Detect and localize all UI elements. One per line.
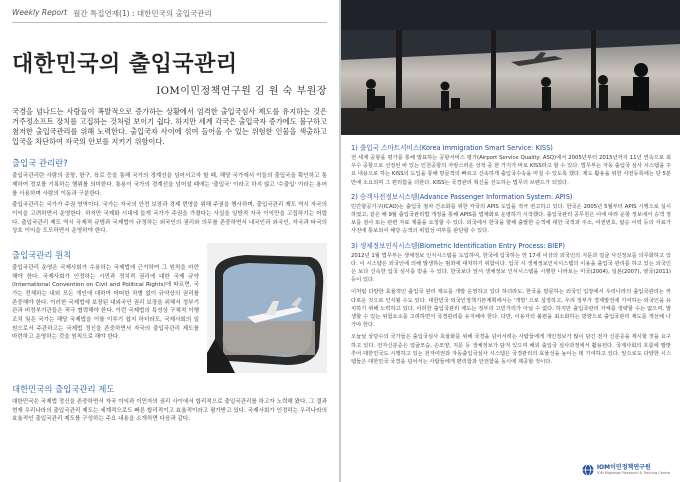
header-subtitle: 월간 특집연재(1) : 대한민국의 출입국관리: [73, 9, 212, 18]
right-page-body: [351, 140, 671, 370]
globe-icon: [582, 464, 594, 476]
right-page: [341, 0, 680, 482]
side-mirror-airplane-photo: [207, 243, 327, 373]
logo-name: IOM이민정책연구원: [596, 463, 651, 471]
iom-logo: [582, 464, 670, 476]
principles-block: [12, 239, 327, 373]
closing-paragraph: 오늘날 상당수의 국가들은 출입국심사 효율화를 위해 국경을 넘어서려는 사람들에게 개인정보가 많이 담긴 전자 신분증을 제시할 것을 요구하고 있다. 전자신분증은 얼굴모습, 손모양, 지문 등 생체정보가 담겨 있으며 해외 출입국 심사과정에서 활용된다. 국제사회의 흐름에 발맞추어 대한민국도 시행하고 있는 전자여권과 자동출입국심사 시스템은 국경관리의 효율성을 높이는 데 기여하고 있다. 앞으로도 다양한 시스템들은 대한민국 국경을 넘어서는 사람들에게 편리함과 안전함을 동시에 제공할 것이다.: [351, 334, 671, 366]
section-heading-principles: 출입국관리 원칙: [12, 249, 72, 260]
item-heading-biep: 3) 생체정보인식시스템(Biometric Identification Entry Process: BIEP): [351, 241, 565, 250]
section-paragraph: 출입국관리 운영은 국제사회가 수용하는 국제법에 근거하여 그 원칙을 마련해야 한다. 국제사회가 인정하는 시민과 정치적 권리에 대한 국제 규약(International Convention on Civil and Political Rights)에 따르면, 국가는 전체하는 내외 모든 개인에 대하여 어떠한 차별 없이 규약상의 권리를 존중해야 한다. 이러한 국제법에 보장된 내외국인 권리 보장을 위해서 정부기관과 비정부기관들은 적극 협력해야 한다. 이런 국제법의 특성상 구체적 이행조치 및은 국가는 해당 국제법을 이를 이루기 쉽지 하더라도, 국제사회의 일원으로서 주관하고는 국제법 정신을 존중하면서 자국의 출입국관리 제도를 마련하고 운영하는 것을 원칙으로 해야 한다.: [12, 264, 199, 341]
article-intro: 국경을 넘나드는 사람들이 폭발적으로 증가하는 상황에서 엄격한 출입국심사 제도를 유지하는 것은 거주정소프트 장치를 고집하는 것처럼 보이기 쉽다. 하지만 세계 각국은 출입국자 증가에도 불구하고 첨저한 출입국관리를 위해 노력한다. 출입국자 사이에 섞여 들어올 수 있는 위험한 인물을 색출하고 입국을 차단하여 자국의 안보를 지키기 위함이다.: [12, 107, 327, 147]
section-paragraph: 출입국관리란 사람의 공항, 항구, 육로 등을 통해 국가의 경계선을 넘어서고자 할 때, 해당 국가에서 이들의 출입국을 확인하고 통제하여 정보를 기록하는 행위를 의미한다. 통용이 국가의 경계선을 넘어설 때에는 '출입국' 이라고 하지 않고 '수출입' 이라는 용어를 사용하며 사람의 이동과 구분한다.: [12, 173, 327, 197]
item-body: 전 세계 공항을 평가를 통해 발표하는 공항서비스 평가(Airport Service Quality: ASQ)에서 2005년부터 2015년까지 11년 연속으로 최우수 공항으로 선정된 바 있는 인천공항의 자랑스러운 성적 중 한 가지가 바로 KISS라고 할 수 있다. 법무부는 자동 출입국 심사 시스템을 주요 내용으로 하는 KISS의 도입을 통해 방문객의 빠르고 신속하게 출입국수속을 마칠 수 있도록 했다. 제도 활용을 위한 사전등록에는 단 5분만에 소요되며 그 편리함을 더한다. KISS는 국경관리 혁신을 선도하는 법무의 브랜드가 되었다.: [351, 155, 671, 186]
section-heading-what-is: 출입국 관리란?: [12, 158, 68, 169]
logo-subtitle: IOM Migration Research & Training Centre: [596, 471, 670, 476]
item-body: 민간항공기구(ICAO)는 출입국 절차 간소화를 위한 각국의 APIS 도입을 적극 권고하고 있다. 한국은 2005년 5월부터 APIS 시행으로 실시하였고, 같은 해 9월 출입국관리법 개정을 통해 APIS를 법제화로 운영하기 시작했다. 출입국관리 공무원은 이에 따라 운항 정보에서 승객 정보를 검사 또는 관련 자료 제출을 요청할 수 있다. 외국에서 한국을 향해 출발한 승객에 대한 국적과 주소, 여권번호, 탑승 이력 등의 자료가 사전에 통보되어 해당 승객의 위험성 여부를 판단할 수 있다.: [351, 203, 671, 235]
item-body: 2012년 1월 법무부는 생체정보 인식시스템을 도입하여, 한국에 입국하는 만 17세 이상의 외국인의 지문과 얼굴 사진정보를 의무화하고 있다. 이 시스템은 외국인에 의해 발생하는 범죄에 대처하기 위함이다. 입국 시 생체정보인식시스템의 이용을 출입국 관리를 하고 있는 외국인은 보다 신속한 입국 심사를 받을 수 있다. 한국보다 앞서 생체정보 인식시스템을 시행한 나라로는 미국(2004), 일본(2007), 영국(2011) 등이 있다.: [351, 252, 671, 284]
article-author: IOM이민정책연구원 김 원 숙 부원장: [156, 86, 327, 97]
page-header: [12, 8, 327, 23]
section-paragraph: 출입국관리는 국가가 주권 영역이다. 국가는 자국의 안전 보장과 경제 번영을 위해 주권을 행사하며, 출입국관리 제도 역시 자국의 이익을 고려하면서 운영한다. 하지만 국제화 시대에 들게 국가가 주권을 가졌다는 사실을 일방적 자국 이익만을 고집하기는 어렵다. 출입국관리 제도 역시 국제적 규범과 국제법이 규정하는 외국인의 권리와 의무를 존중하면서 내국인과 외국인, 자국과 타국의 상호 이익을 도모하면서 운영하야 한다.: [12, 202, 327, 235]
left-page: [0, 0, 339, 482]
section-heading-korea-system: 대한민국의 출입국관리 제도: [12, 383, 115, 394]
closing-paragraph: 이처럼 다양한 효율적인 출입국 관리 제도를 개발 운영하고 있다 하더라도, 한국을 방문하는 외국인 입장에서 우리나라의 출입국관리는 까다로운 것으로 인식될 수도 있다. 대한민국 외국인정책기본계획에서는 '개방' 으로 설정하고, 우리 정부가 경제발전에 기여하는 외국인을 유치하기 위해 노력하고 있다. 이러한 출입국관리 제도는 정부의 고민거리가 아닐 수 없다. 하지만 출입국관리 자체를 생략할 수는 없으며, 발생할 수 있는 위험요소를 고려하면서 국경관리를 유지해야 한다. 다만, 이용자의 불편을 최소화하는 방향으로 출입국관리 제도를 개선해 나가야 한다.: [351, 289, 671, 329]
item-heading-apis: 2) 승객사전정보시스템(Advance Passenger Information System: APIS): [351, 192, 573, 201]
header-series: Weekly Report: [12, 8, 68, 17]
airport-silhouette-photo: [341, 0, 680, 135]
section-paragraph: 대한민국은 국제법 정신을 존중하면서 자국 이익과 이민자의 권리 사이에서 합리적으로 출입국관리를 하고자 노력해 왔다. 그 결과 현재 우리나라의 출입국관리 제도는 세계적으로도 빠른 합리적이고 효율적이라고 평가받고 있다. 국제사회가 인정하는 우리나라의 효율적인 출입국관리 제도를 구성하는 주요 내용을 소개하면 다음과 같다.: [12, 398, 327, 423]
item-heading-kiss: 1) 출입국 스마트서비스(Korea Immigration Smart Service: KISS): [351, 144, 553, 152]
article-title: 대한민국의 출입국관리: [12, 52, 238, 77]
